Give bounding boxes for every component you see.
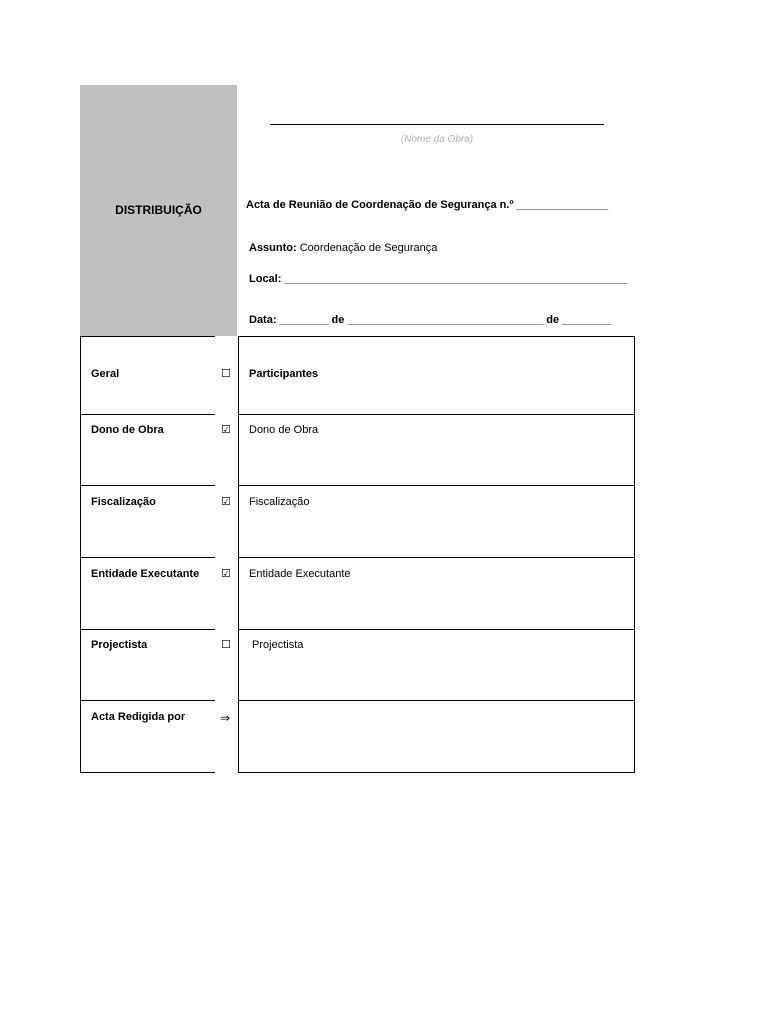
assunto-value: Coordenação de Segurança	[299, 242, 438, 254]
row-content-fiscalizacao: Fiscalização	[249, 496, 310, 508]
row-content-entidade-executante: Entidade Executante	[249, 568, 351, 580]
assunto-label: Assunto:	[249, 242, 297, 254]
checkbox-checked-icon[interactable]: ☑	[221, 423, 231, 436]
row-content-dono-de-obra: Dono de Obra	[249, 424, 319, 436]
assunto-line	[249, 242, 437, 254]
checkbox-checked-icon[interactable]: ☑	[221, 495, 231, 508]
data-line: Data: ________ de ________________________________ de ________	[249, 314, 612, 326]
checkbox-empty-icon[interactable]: ☐	[221, 367, 231, 380]
distribution-table	[80, 336, 635, 773]
row-content-participantes: Participantes	[249, 368, 319, 380]
checkbox-empty-icon[interactable]: ☐	[221, 638, 231, 651]
row-label-projectista: Projectista	[91, 639, 148, 651]
local-line: Local: ________________________________________________________	[249, 273, 628, 285]
distribution-label: DISTRIBUIÇÃO	[115, 203, 202, 217]
row-label-geral: Geral	[91, 368, 120, 380]
row-label-acta-redigida-por: Acta Redigida por	[91, 711, 186, 723]
arrow-right-icon: ⇒	[220, 711, 231, 725]
obra-name-line	[270, 124, 604, 125]
row-label-dono-de-obra: Dono de Obra	[91, 424, 164, 436]
acta-title: Acta de Reunião de Coordenação de Segurança n.º _______________	[246, 199, 609, 211]
row-content-projectista: Projectista	[249, 639, 304, 651]
row-label-fiscalizacao: Fiscalização	[91, 496, 156, 508]
obra-name-placeholder: (Nome da Obra)	[400, 134, 474, 145]
checkbox-checked-icon[interactable]: ☑	[221, 567, 231, 580]
row-label-entidade-executante: Entidade Executante	[91, 568, 200, 580]
